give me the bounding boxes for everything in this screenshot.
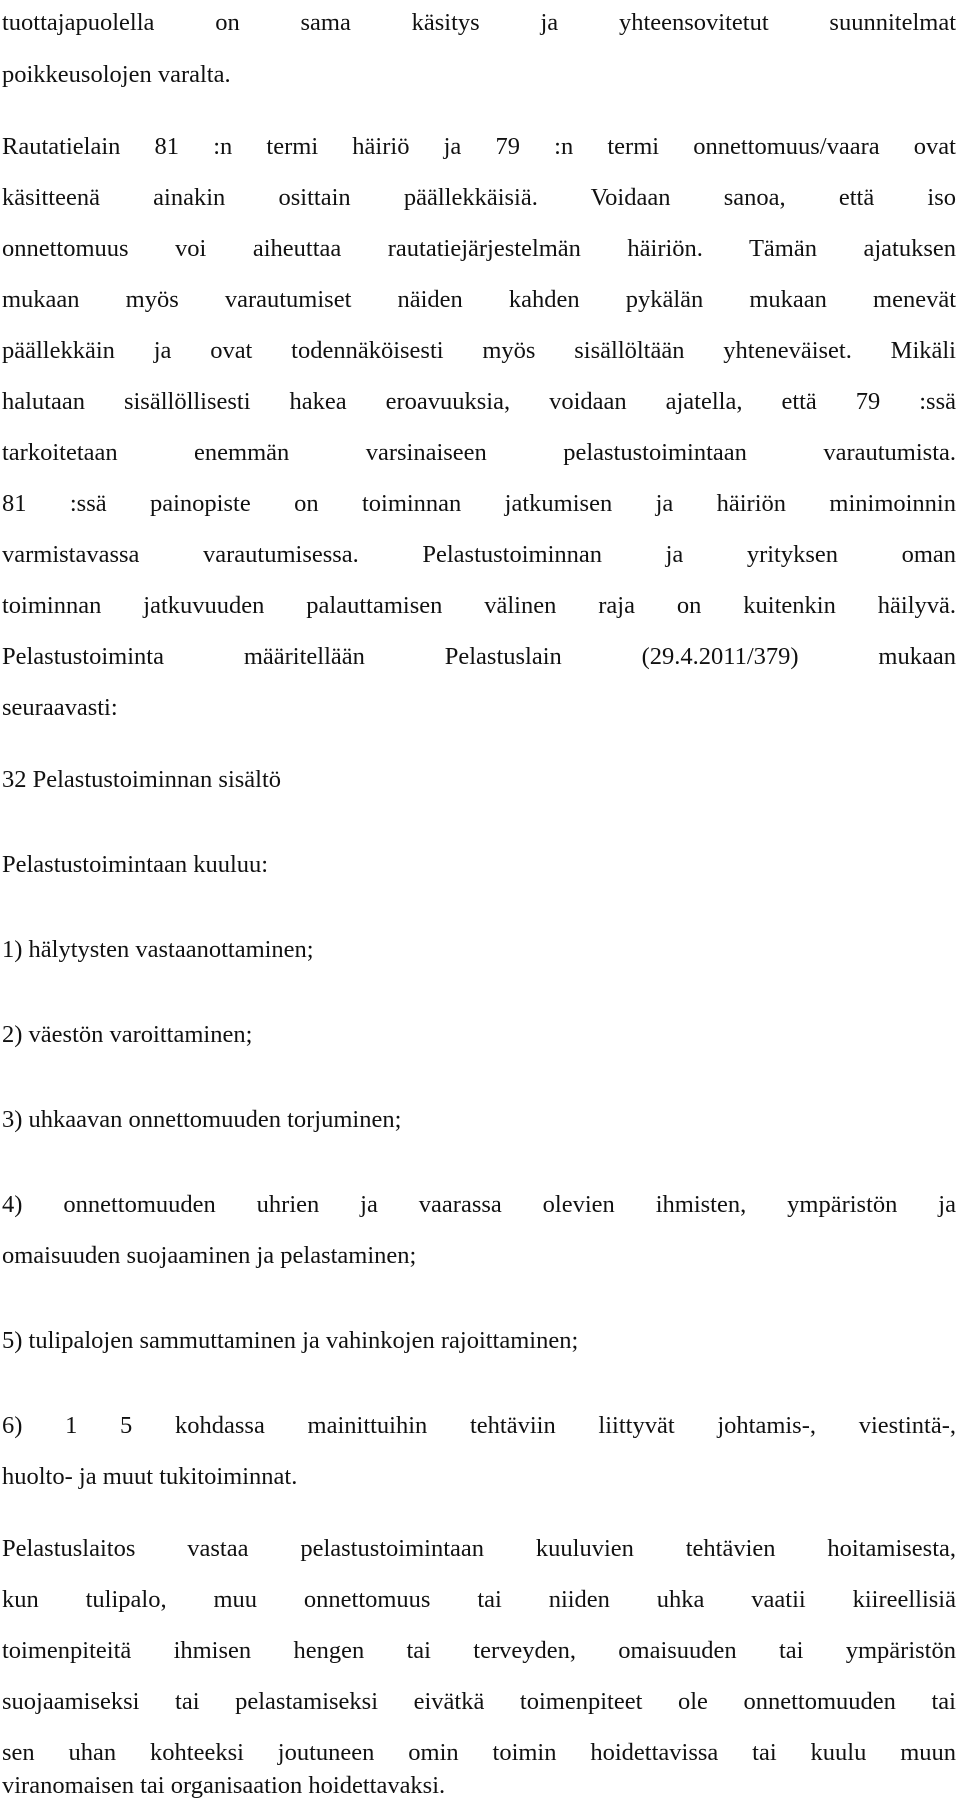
paragraph-3-line: suojaamiseksi tai pelastamiseksi eivätkä toimenpiteet ole onnettomuuden tai xyxy=(2,1688,956,1715)
paragraph-2-line: seuraavasti: xyxy=(2,694,118,721)
paragraph-2-line: Pelastustoiminta määritellään Pelastuslain (29.4.2011/379) mukaan xyxy=(2,643,956,670)
paragraph-2-line: tarkoitetaan enemmän varsinaiseen pelastustoimintaan varautumista. xyxy=(2,439,956,466)
paragraph-2-line: onnettomuus voi aiheuttaa rautatiejärjestelmän häiriön. Tämän ajatuksen xyxy=(2,235,956,262)
paragraph-3-line: Pelastuslaitos vastaa pelastustoimintaan kuuluvien tehtävien hoitamisesta, xyxy=(2,1535,956,1562)
list-item: 1) hälytysten vastaanottaminen; xyxy=(2,936,314,963)
paragraph-2-line: toiminnan jatkuvuuden palauttamisen välinen raja on kuitenkin häilyvä. xyxy=(2,592,956,619)
paragraph-3-line: viranomaisen tai organisaation hoidettavaksi. xyxy=(2,1772,446,1799)
paragraph-2-line: mukaan myös varautumiset näiden kahden pykälän mukaan menevät xyxy=(2,286,956,313)
list-item: 6) 1 5 kohdassa mainittuihin tehtäviin liittyvät johtamis-, viestintä-, xyxy=(2,1412,956,1439)
paragraph-1-line: tuottajapuolella on sama käsitys ja yhteensovitetut suunnitelmat xyxy=(2,9,956,36)
list-item: 5) tulipalojen sammuttaminen ja vahinkojen rajoittaminen; xyxy=(2,1327,579,1354)
paragraph-3-line: kun tulipalo, muu onnettomuus tai niiden uhka vaatii kiireellisiä xyxy=(2,1586,956,1613)
paragraph-2-line: 81 :ssä painopiste on toiminnan jatkumisen ja häiriön minimoinnin xyxy=(2,490,956,517)
paragraph-2-line: varmistavassa varautumisessa. Pelastustoiminnan ja yrityksen oman xyxy=(2,541,956,568)
paragraph-2-line: Rautatielain 81 :n termi häiriö ja 79 :n termi onnettomuus/vaara ovat xyxy=(2,133,956,160)
list-item: huolto- ja muut tukitoiminnat. xyxy=(2,1463,298,1490)
paragraph-2-line: halutaan sisällöllisesti hakea eroavuuksia, voidaan ajatella, että 79 :ssä xyxy=(2,388,956,415)
list-item: omaisuuden suojaaminen ja pelastaminen; xyxy=(2,1242,417,1269)
list-item: 4) onnettomuuden uhrien ja vaarassa olevien ihmisten, ympäristön ja xyxy=(2,1191,956,1218)
list-item: 3) uhkaavan onnettomuuden torjuminen; xyxy=(2,1106,402,1133)
list-item: 2) väestön varoittaminen; xyxy=(2,1021,253,1048)
section-heading: 32 Pelastustoiminnan sisältö xyxy=(2,766,282,793)
paragraph-2-line: käsitteenä ainakin osittain päällekkäisiä. Voidaan sanoa, että iso xyxy=(2,184,956,211)
paragraph-3-line: sen uhan kohteeksi joutuneen omin toimin hoidettavissa tai kuulu muun xyxy=(2,1739,956,1766)
paragraph-3-line: toimenpiteitä ihmisen hengen tai terveyden, omaisuuden tai ympäristön xyxy=(2,1637,956,1664)
paragraph-2-line: päällekkäin ja ovat todennäköisesti myös sisällöltään yhteneväiset. Mikäli xyxy=(2,337,956,364)
list-intro: Pelastustoimintaan kuuluu: xyxy=(2,851,269,878)
paragraph-1-line: poikkeusolojen varalta. xyxy=(2,61,231,88)
